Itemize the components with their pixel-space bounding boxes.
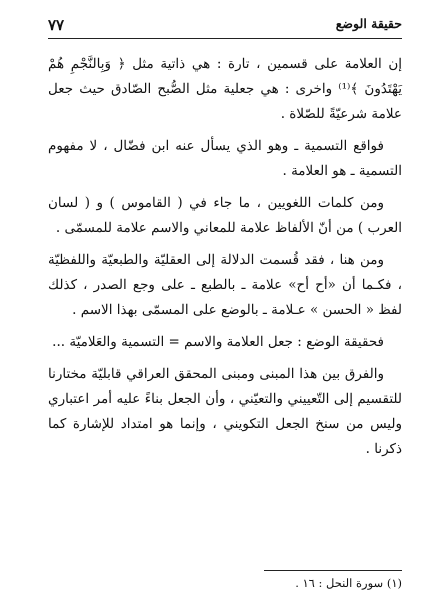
page-number: ٧٧ [48,16,65,34]
footnote: (١) سورة النحل : ١٦ . [295,576,402,590]
paragraph-2: فواقع التسمية ـ وهو الذي يسأل عنه ابن فضّال ، لا مفهوم التسمية ـ هو العلامة . [48,138,402,179]
paragraph-3: ومن كلمات اللغويين ، ما جاء في ( القاموس ) و ( لسان العرب ) من أنّ الألفاظ علامة للمعاني والاسم علامة للمسمّى . [48,195,402,236]
body-text [48,52,402,469]
paragraph-4: ومن هنا ، فقد قُسمت الدلالة إلى العقليّة والطبعيّة واللفظيّة ، فكـما أن «أح أح» علامة ـ بالطبع ـ على وجع الصدر ، كذلك لفظ « الحسن » عـلامة ـ بالوضع على المسمّى بهذا الاسم . [48,252,402,318]
paragraph-1: إن العلامة على قسمين ، تارة : هي ذاتية مثل ﴿ وَبِالنَّجْمِ هُمْ يَهْتَدُونَ ﴾⁽¹⁾ واخرى : هي جعلية مثل الصُّبح الصّادق حيث جعل علامة شرعيّةً للصّلاة . [48,56,402,122]
running-title: حقيقة الوضع [335,16,402,31]
page-header [48,12,402,39]
paragraph-5: فحقيقة الوضع : جعل العلامة والاسم = التسمية والعَلاميّة ... [52,334,384,350]
footnote-divider [264,570,402,571]
paragraph-6: والفرق بين هذا المبنى ومبنى المحقق العراقي قابليّة مختارنا للتقسيم إلى التّعييني والتعيّني ، وأن الجعل بناءً عليه أمر اعتباري وليس من سنخ الجعل التكويني ، وإنما هو امتداد للإشارة كما ذكرنا . [48,366,402,457]
